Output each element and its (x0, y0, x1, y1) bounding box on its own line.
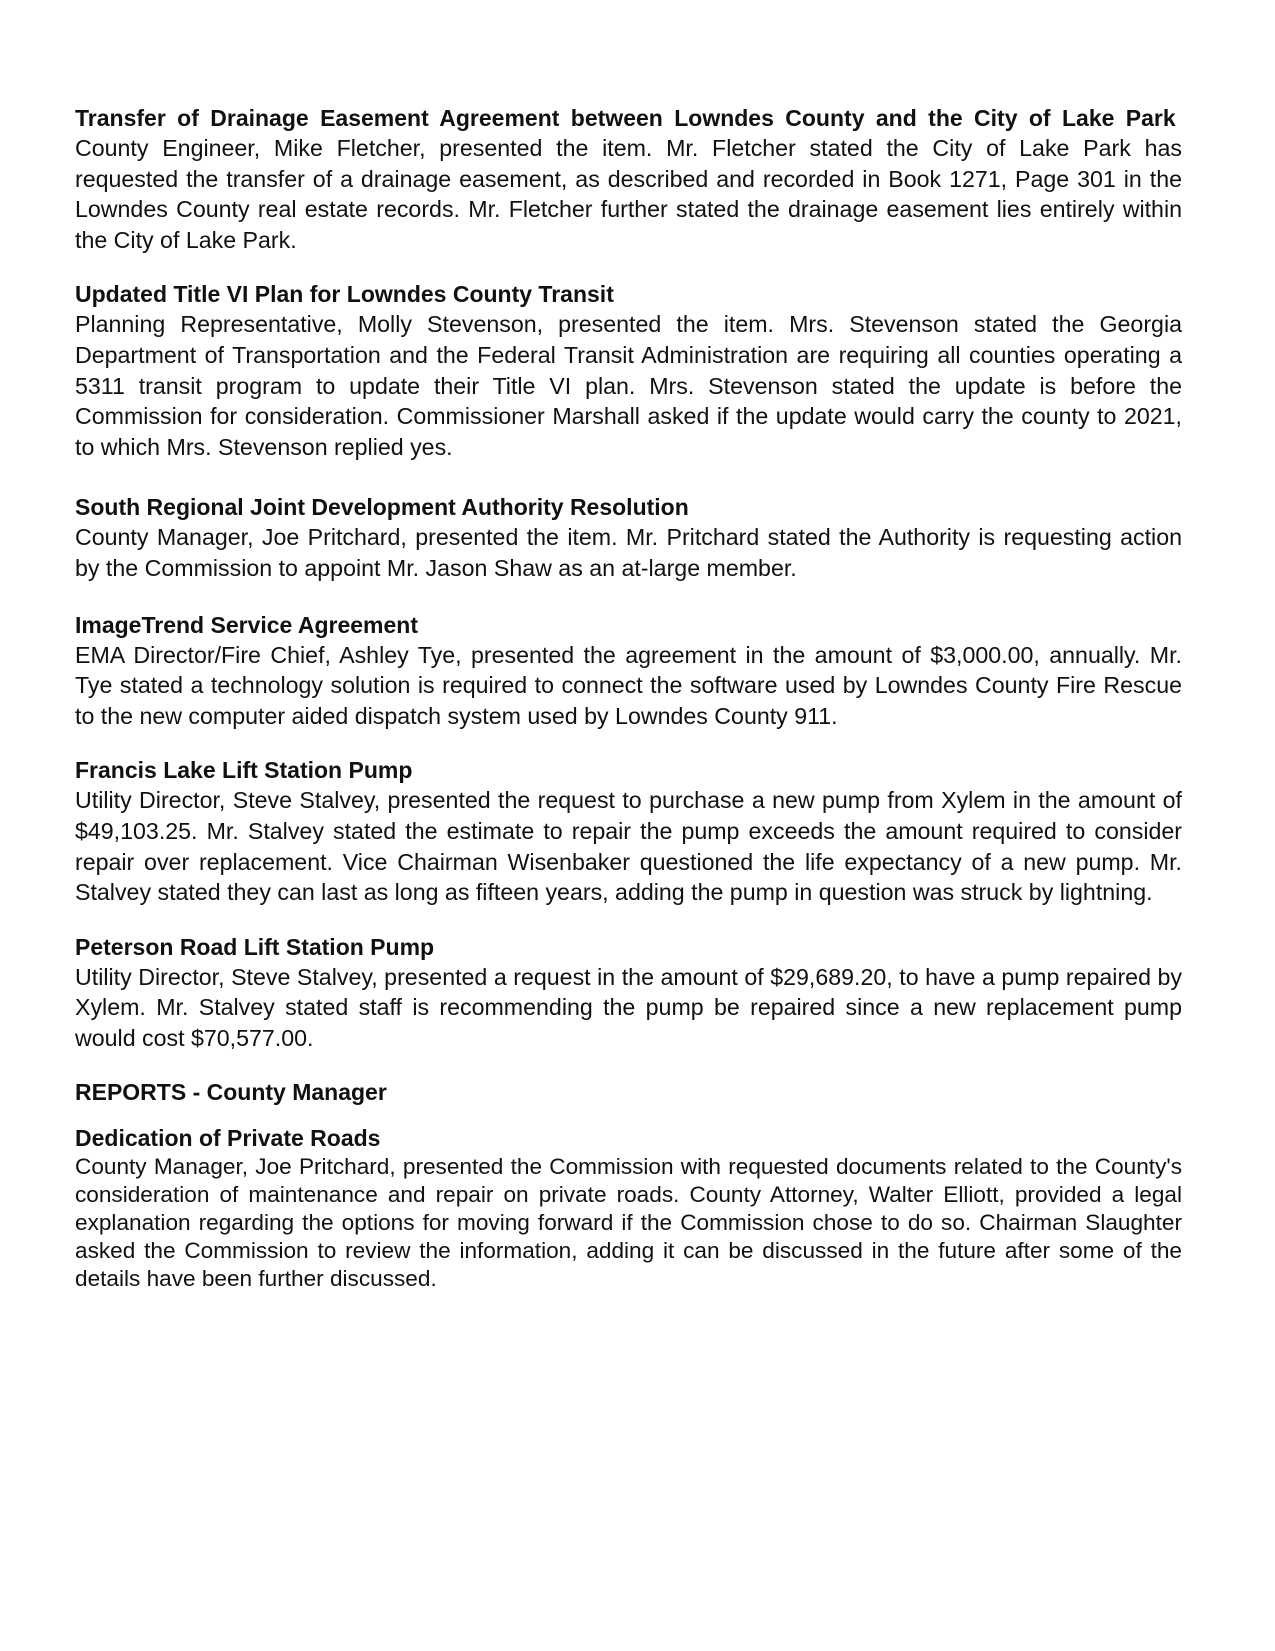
section-reports-county-manager (75, 1077, 1182, 1107)
section-body: Utility Director, Steve Stalvey, presented a request in the amount of $29,689.20, to have a pump repaired by Xylem. Mr. Stalvey stated staff is recommending the pump be repaired since a new replacement pump would cost $70,577.00. (75, 963, 1182, 1051)
section-heading: ImageTrend Service Agreement (75, 611, 419, 638)
section-title-vi-plan (75, 279, 1182, 462)
section-body: Utility Director, Steve Stalvey, presented the request to purchase a new pump from Xylem in the amount of $49,103.25. Mr. Stalvey stated the estimate to repair the pump exceeds the amount required to consider repair over replacement. Vice Chairman Wisenbaker questioned the life expectancy of a new pump. Mr. Stalvey stated they can last as long as fifteen years, adding the pump in question was struck by lightning. (75, 787, 1182, 906)
section-body: Planning Representative, Molly Stevenson, presented the item. Mrs. Stevenson stated the Georgia Department of Transportation and the Federal Transit Administration are requiring all counties operating a 5311 transit program to update their Title VI plan. Mrs. Stevenson stated the update is before the Commission for consideration. Commissioner Marshall asked if the update would carry the county to 2021, to which Mrs. Stevenson replied yes. (75, 311, 1182, 460)
section-heading: Peterson Road Lift Station Pump (75, 933, 435, 960)
section-jda-resolution (75, 492, 1182, 583)
section-heading: South Regional Joint Development Authority Resolution (75, 494, 689, 521)
section-body: County Manager, Joe Pritchard, presented the item. Mr. Pritchard stated the Authority is requesting action by the Commission to appoint Mr. Jason Shaw as an at-large member. (75, 524, 1182, 581)
section-private-roads (75, 1123, 1182, 1293)
section-heading: Transfer of Drainage Easement Agreement between Lowndes County and the City of Lake Park (75, 105, 1176, 131)
section-imagetrend-agreement (75, 610, 1182, 732)
section-heading: Francis Lake Lift Station Pump (75, 757, 413, 784)
section-francis-lake-pump (75, 755, 1182, 907)
section-drainage-easement (75, 103, 1182, 255)
section-body: County Engineer, Mike Fletcher, presented the item. Mr. Fletcher stated the City of Lake Park has requested the transfer of a drainage easement, as described and recorded in Book 1271, Page 301 in the Lowndes County real estate records. Mr. Fletcher further stated the drainage easement lies entirely within the City of Lake Park. (75, 135, 1182, 253)
section-body: County Manager, Joe Pritchard, presented the Commission with requested documents related to the County's consideration of maintenance and repair on private roads. County Attorney, Walter Elliott, provided a legal explanation regarding the options for moving forward if the Commission chose to do so. Chairman Slaughter asked the Commission to review the information, adding it can be discussed in the future after some of the details have been further discussed. (75, 1154, 1182, 1292)
document-page (75, 103, 1182, 1293)
section-heading: REPORTS - County Manager (75, 1079, 387, 1106)
section-heading: Updated Title VI Plan for Lowndes County Transit (75, 281, 614, 308)
section-peterson-road-pump (75, 932, 1182, 1054)
section-heading: Dedication of Private Roads (75, 1125, 381, 1152)
section-body: EMA Director/Fire Chief, Ashley Tye, presented the agreement in the amount of $3,000.00, annually. Mr. Tye stated a technology solution is required to connect the software used by Lowndes County Fire Rescue to the new computer aided dispatch system used by Lowndes County 911. (75, 641, 1182, 729)
